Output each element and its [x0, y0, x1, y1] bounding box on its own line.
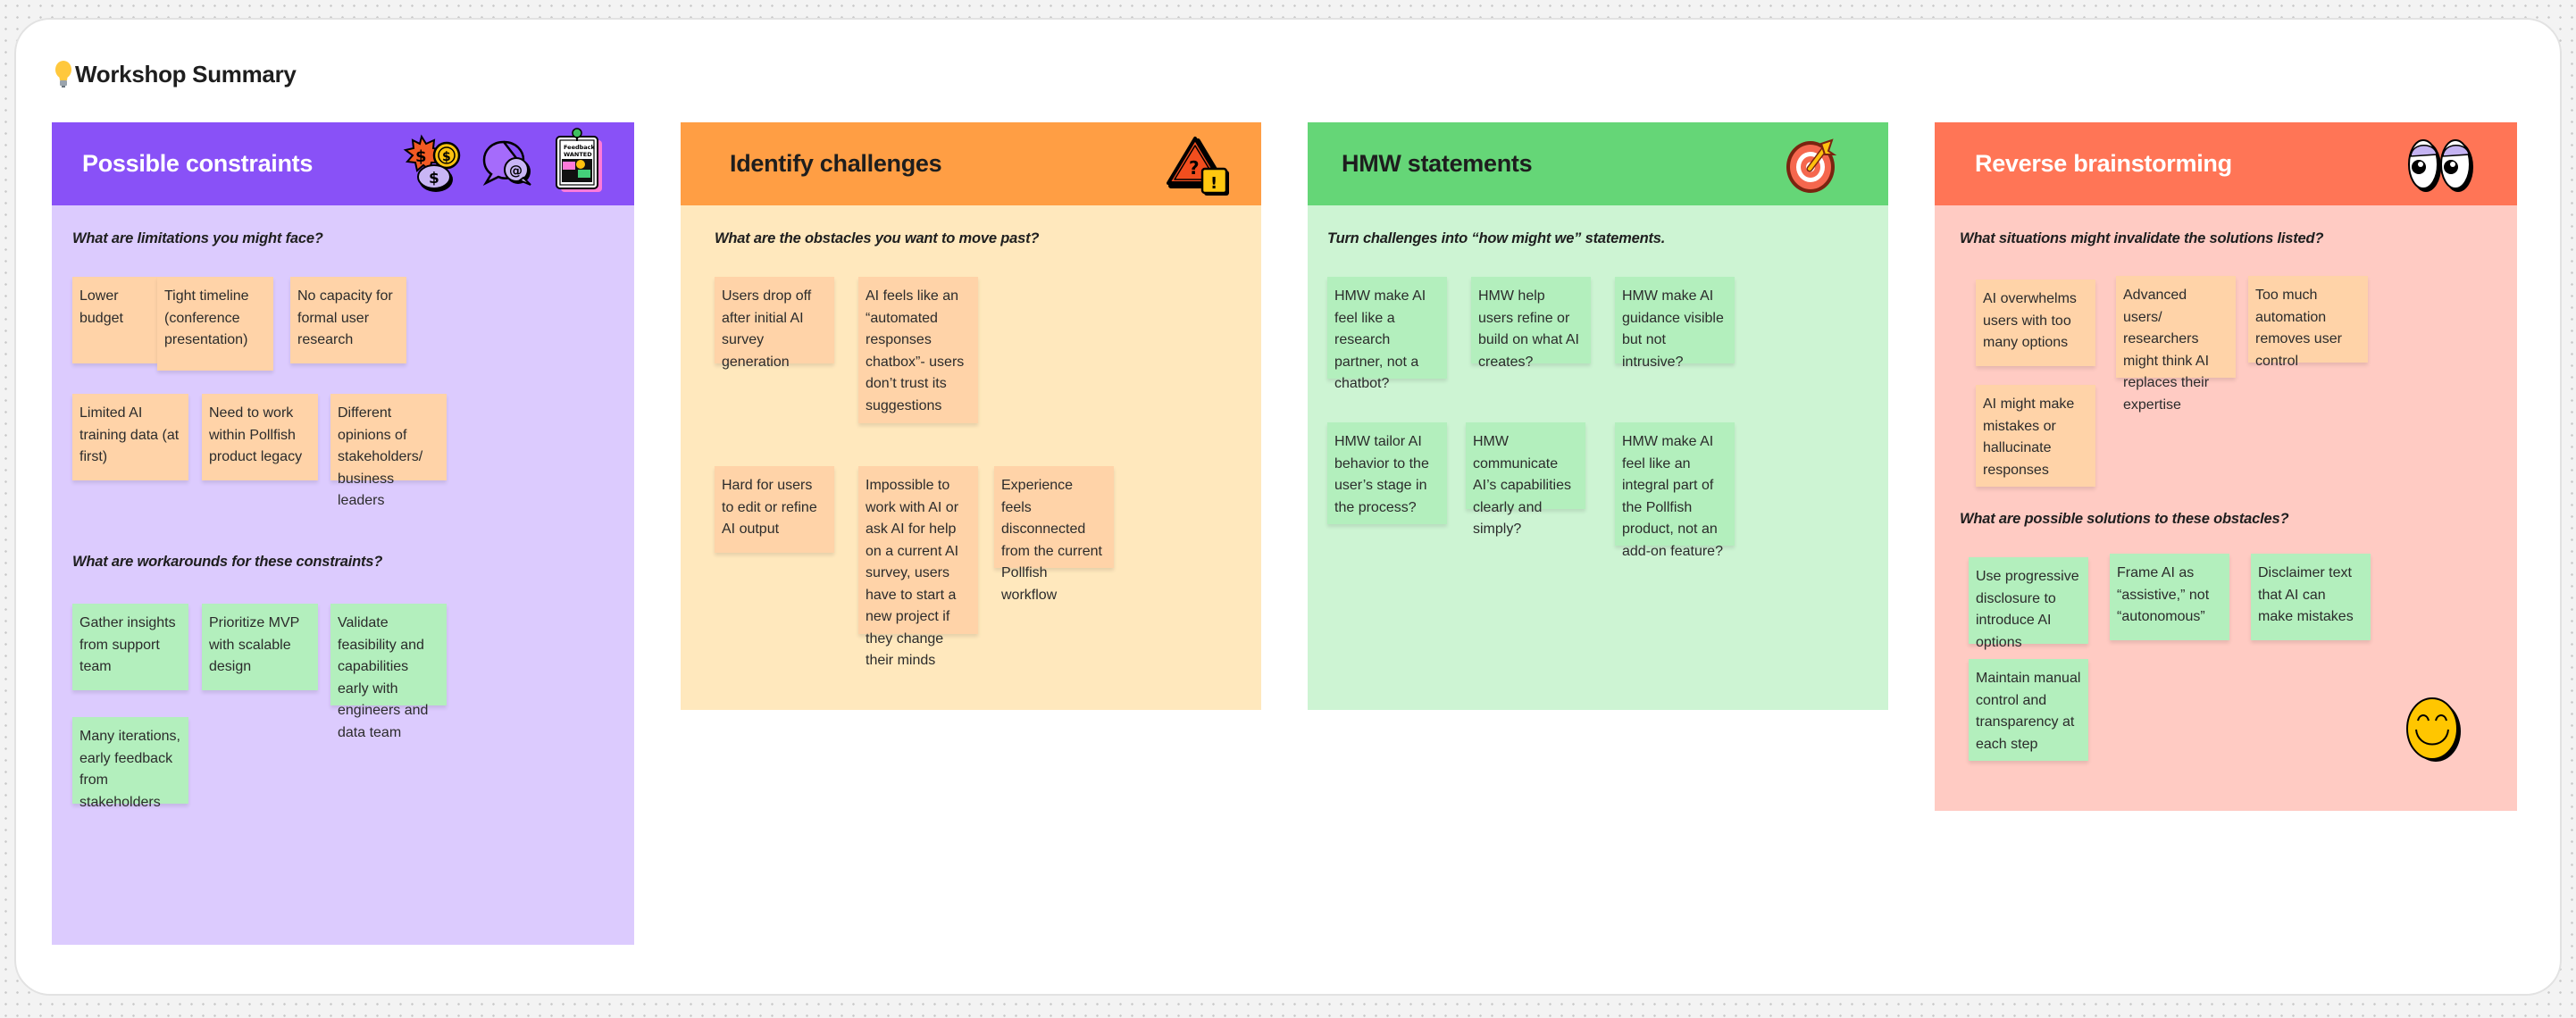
section-title: Reverse brainstorming [1975, 150, 2232, 177]
sticky-note[interactable]: Lower budget [72, 277, 158, 363]
sticky-note[interactable]: AI feels like an “automated responses chatbox”- users don’t trust its suggestions [858, 277, 978, 423]
section-title: HMW statements [1342, 150, 1533, 177]
sticky-note[interactable]: Many iterations, early feedback from stakeholders [72, 717, 188, 804]
sticky-note[interactable]: Validate feasibility and capabilities early with engineers and data team [330, 604, 447, 705]
target-dart-icon [1784, 135, 1841, 198]
sticky-note[interactable]: HMW make AI guidance visible but not intrusive? [1615, 277, 1735, 363]
sticky-note[interactable]: Use progressive disclosure to introduce AI options [1969, 557, 2088, 644]
sticky-note[interactable]: Need to work within Pollfish product legacy [202, 394, 318, 480]
svg-text:?: ? [1189, 157, 1200, 179]
sticky-note[interactable]: Frame AI as “assistive,” not “autonomous” [2110, 554, 2229, 640]
section-identify-challenges[interactable] [681, 122, 1261, 710]
svg-text:$: $ [415, 147, 427, 166]
page-title[interactable] [54, 59, 297, 89]
chat-bubble-at-icon [481, 138, 536, 195]
section-question: What are limitations you might face? [72, 230, 323, 246]
sticky-note[interactable]: Disclaimer text that AI can make mistakes [2251, 554, 2371, 640]
googly-eyes-icon [2406, 135, 2478, 200]
sticky-note[interactable]: Hard for users to edit or refine AI output [715, 466, 834, 553]
section-question: What are possible solutions to these obstacles? [1960, 511, 2289, 527]
section-question: Turn challenges into “how might we” statements. [1327, 230, 1666, 246]
sticky-note[interactable]: AI might make mistakes or hallucinate responses [1976, 385, 2095, 487]
section-title: Identify challenges [730, 150, 942, 177]
sticky-note[interactable]: HMW make AI feel like a research partner, not a chatbot? [1327, 277, 1447, 379]
svg-text:$: $ [429, 170, 439, 188]
feedback-wanted-poster-icon [552, 128, 607, 200]
section-body [681, 205, 1261, 710]
sticky-note[interactable]: HMW help users refine or build on what AI creates? [1471, 277, 1591, 363]
section-body [52, 205, 634, 945]
lightbulb-icon [54, 60, 73, 88]
money-coins-icon [402, 133, 466, 200]
sticky-note[interactable]: Prioritize MVP with scalable design [202, 604, 318, 690]
sticky-note[interactable]: Impossible to work with AI or ask AI for help on a current AI survey, users have to start a new project if they change their minds [858, 466, 978, 634]
section-title: Possible constraints [82, 150, 314, 177]
section-body [1308, 205, 1888, 710]
sticky-note[interactable]: HMW communicate AI’s capabilities clearly and simply? [1466, 422, 1585, 509]
section-header [52, 122, 634, 205]
svg-text:Feedback: Feedback [564, 144, 595, 151]
sticky-note[interactable]: HMW make AI feel like an integral part of the Pollfish product, not an add-on feature? [1615, 422, 1735, 546]
sticky-note[interactable]: Users drop off after initial AI survey generation [715, 277, 834, 363]
section-question: What situations might invalidate the solutions listed? [1960, 230, 2324, 246]
warning-question-icon [1165, 133, 1234, 205]
sticky-note[interactable]: Gather insights from support team [72, 604, 188, 690]
svg-text:WANTED: WANTED [564, 151, 592, 158]
svg-text:!: ! [1210, 174, 1218, 193]
sticky-note[interactable]: Tight timeline (conference presentation) [157, 277, 273, 371]
section-reverse-brainstorming[interactable] [1935, 122, 2517, 811]
sticky-note[interactable]: Too much automation removes user control [2248, 276, 2368, 363]
section-body [1935, 205, 2517, 811]
sticky-note[interactable]: AI overwhelms users with too many options [1976, 280, 2095, 366]
sticky-note[interactable]: HMW tailor AI behavior to the user’s stage in the process? [1327, 422, 1447, 524]
section-possible-constraints[interactable] [52, 122, 634, 945]
svg-text:$: $ [442, 150, 451, 164]
sticky-note[interactable]: Advanced users/ researchers might think AI replaces their expertise [2116, 276, 2236, 378]
sticky-note[interactable]: Limited AI training data (at first) [72, 394, 188, 480]
smiley-face-icon [2405, 696, 2463, 768]
section-question: What are workarounds for these constraints? [72, 554, 383, 570]
svg-text:@: @ [509, 163, 523, 179]
section-hmw-statements[interactable] [1308, 122, 1888, 710]
sticky-note[interactable]: Maintain manual control and transparency at each step [1969, 659, 2088, 761]
sticky-note[interactable]: No capacity for formal user research [290, 277, 406, 363]
section-question: What are the obstacles you want to move past? [715, 230, 1040, 246]
page-title-text: Workshop Summary [75, 60, 297, 88]
sticky-note[interactable]: Different opinions of stakeholders/ business leaders [330, 394, 447, 480]
sticky-note[interactable]: Experience feels disconnected from the current Pollfish workflow [994, 466, 1114, 568]
